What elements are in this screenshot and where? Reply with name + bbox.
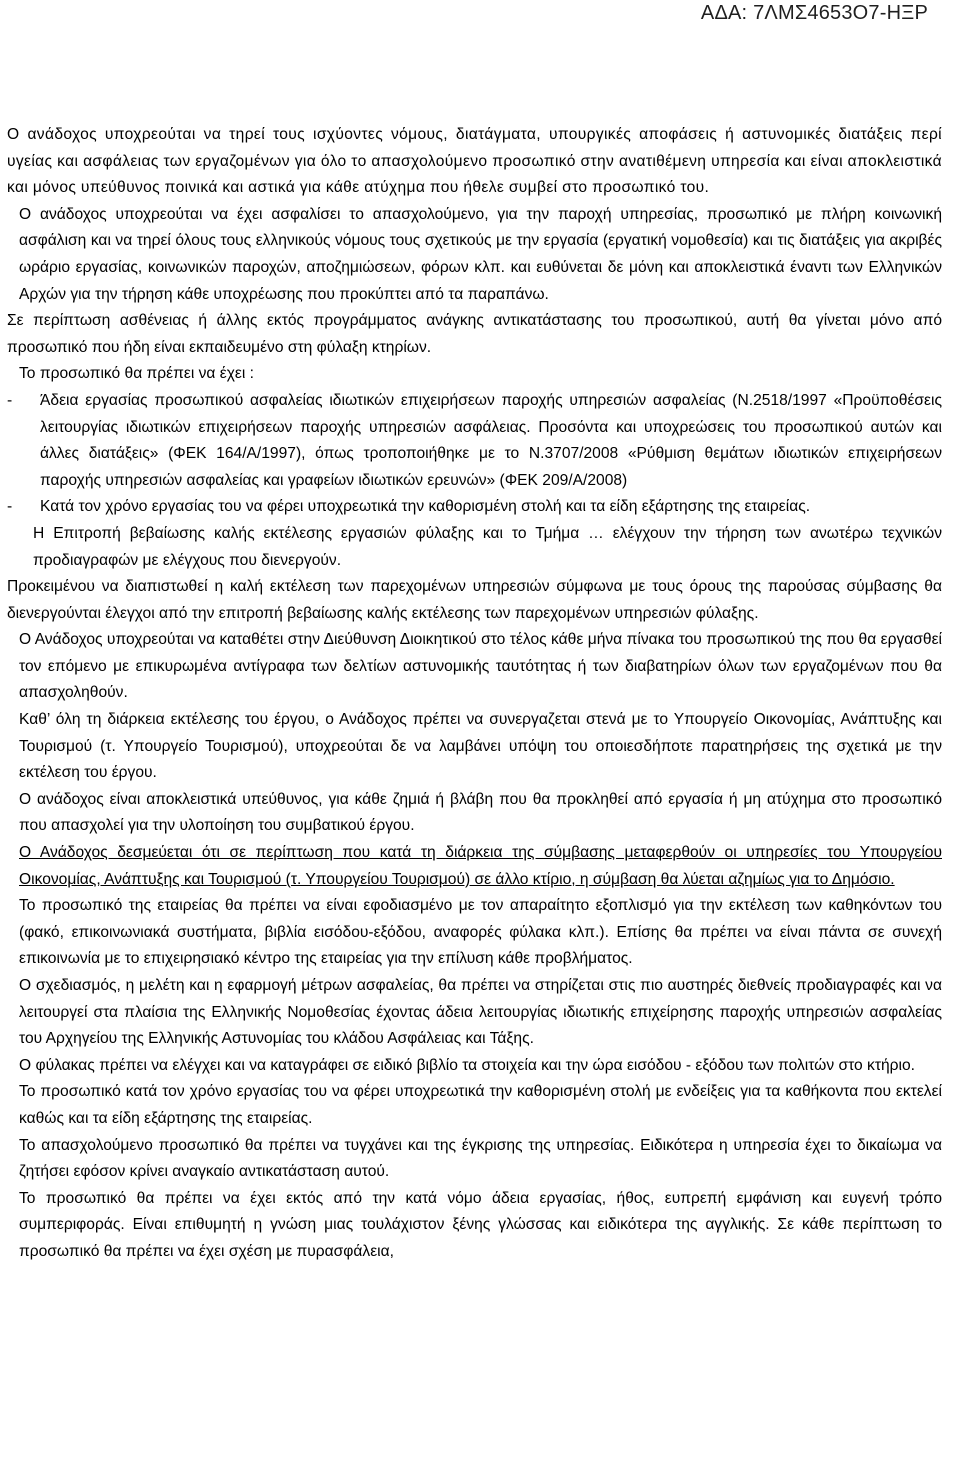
paragraph-replacement: Σε περίπτωση ασθένειας ή άλλης εκτός προγράμματος ανάγκης αντικατάστασης του προσωπικού, αυτή θα γίνεται μόνο από προσωπικό που ήδη είναι εκπαιδευμένο στη φύλαξη κτηρίων. (7, 312, 942, 356)
paragraph-committee-checks: Η Επιτροπή βεβαίωσης καλής εκτέλεσης εργασιών φύλαξης και το Τμήμα … ελέγχουν την τήρηση των ανωτέρω τεχνικών προδιαγραφών με ελέγχους που διενεργούν. (33, 524, 942, 569)
list-item-license (7, 388, 942, 494)
list-item-uniform-text: Κατά τον χρόνο εργασίας του να φέρει υποχρεωτικά την καθορισμένη στολή και τα είδη εξάρτησης της εταιρείας. (40, 498, 811, 516)
list-item-license-text: Άδεια εργασίας προσωπικού ασφαλείας ιδιωτικών επιχειρήσεων παροχής υπηρεσιών ασφαλείας (Ν.2518/1997 «Προϋποθέσεις λειτουργίας ιδιωτικών επιχειρήσεων παροχής υπηρεσιών ασφάλειας. Προσόντα και υποχρεώσεις του προσωπικού αυτών και άλλες διατάξεις» (ΦΕΚ 164/Α/1997), όπως τροποποιήθηκε με το Ν.3707/2008 «Ρύθμιση θεμάτων ιδιωτικών επιχειρήσεων παροχής υπηρεσιών ασφαλείας και γραφείων ιδιωτικών ερευνών» (ΦΕΚ 209/Α/2008) (40, 391, 942, 489)
list-item-uniform (7, 494, 942, 521)
paragraph-monthly-staff-list: Ο Ανάδοχος υποχρεούται να καταθέτει στην Διεύθυνση Διοικητικού στο τέλος κάθε μήνα πίνακα του προσωπικού της που θα εργασθεί τον επόμενο με επικυρωμένα αντίγραφα των δελτίων αστυνομικής ταυτότητας ή των διαβατηρίων όλων των εργαζομένων που θα απασχοληθούν. (19, 631, 942, 702)
paragraph-liability: Ο ανάδοχος είναι αποκλειστικά υπεύθυνος, για κάθε ζημιά ή βλάβη που θα προκληθεί από εργασία ή μη ατύχημα στο προσωπικό που απασχολεί για την υλοποίηση του συμβατικού έργου. (19, 790, 942, 835)
document-body (7, 122, 942, 1266)
paragraph-staff-requirements-intro: Το προσωπικό θα πρέπει να έχει : (19, 365, 255, 383)
dash-bullet: - (7, 391, 13, 409)
dash-bullet: - (7, 498, 13, 516)
paragraph-safety-laws: Ο ανάδοχος υποχρεούται να τηρεί τους ισχύοντες νόμους, διατάγματα, υπουργικές αποφάσεις ή αστυνομικές διατάξεις περί υγείας και ασφάλειας των εργαζομένων για όλο το απασχολούμενο προσωπικό στην ανατιθέμενη υπηρεσία και είναι αποκλειστικά και μόνος υπεύθυνος ποινικά και αστικά για κάθε ατύχημα που ήθελε συμβεί στο προσωπικό του. (7, 126, 942, 197)
paragraph-insurance: Ο ανάδοχος υποχρεούται να έχει ασφαλίσει το απασχολούμενο, για την παροχή υπηρεσίας, προσωπικό με πλήρη κοινωνική ασφάλιση και να τηρεί όλους τους ελληνικούς νόμους τους σχετικούς με την εργασία (εργατική νομοθεσία) και τις διατάξεις για ακριβές ωράριο εργασίας, κοινωνικών παροχών, αποζημιώσεων, φόρων κλπ. και ευθύνεται δε μόνη και αποκλειστικά έναντι των Ελληνικών Αρχών για την τήρηση κάθε υποχρέωσης που προκύπτει από τα παραπάνω. (19, 205, 942, 303)
paragraph-equipment: Το προσωπικό της εταιρείας θα πρέπει να είναι εφοδιασμένο με τον απαραίτητο εξοπλισμό για την εκτέλεση των καθηκόντων του (φακό, επικοινωνιακά συστήματα, βιβλία εισόδου-εξόδου, αναφορές φύλακα κλπ.). Επίσης θα πρέπει να είναι πάντα σε συνεχή επικοινωνία με το επιχειρησιακό κέντρο της εταιρείας για την επίλυση κάθε προβλήματος. (19, 897, 942, 968)
paragraph-entry-log: Ο φύλακας πρέπει να ελέγχει και να καταγράφει σε ειδικό βιβλίο τα στοιχεία και την ώρα εισόδου - εξόδου των πολιτών στο κτήριο. (19, 1056, 915, 1074)
paragraph-inspections: Προκειμένου να διαπιστωθεί η καλή εκτέλεση των παρεχομένων υπηρεσιών σύμφωνα με τους όρους της παρούσας σύμβασης θα διενεργούνται έλεγχοι από την επιτροπή βεβαίωσης καλής εκτέλεσης των παρεχομένων υπηρεσιών φύλαξης. (7, 578, 942, 622)
ada-code: ΑΔΑ: 7ΛΜΣ4653Ο7-ΗΞΡ (700, 2, 928, 24)
paragraph-relocation-clause: Ο Ανάδοχος δεσμεύεται ότι σε περίπτωση που κατά τη διάρκεια της σύμβασης μεταφερθούν οι υπηρεσίες του Υπουργείου Οικονομίας, Ανάπτυξης και Τουρισμού (τ. Υπουργείου Τουρισμού) σε άλλο κτίριο, η σύμβαση θα λύεται αζημίως για το Δημόσιο. (19, 844, 942, 888)
paragraph-cooperation: Καθ’ όλη τη διάρκεια εκτέλεσης του έργου, ο Ανάδοχος πρέπει να συνεργαζεται στενά με το Υπουργείο Οικονομίας, Ανάπτυξης και Τουρισμού (τ. Υπουργείο Τουρισμού), υποχρεούται δε να λαμβάνει υπόψη του οποιεσδήποτε παρατηρήσεις της σχετικά με την εκτέλεση του έργου. (19, 711, 942, 782)
paragraph-conduct: Το προσωπικό θα πρέπει να έχει εκτός από την κατά νόμο άδεια εργασίας, ήθος, ευπρεπή εμφάνιση και ευγενή τρόπο συμπεριφοράς. Είναι επιθυμητή η γνώση μιας τουλάχιστον ξένης γλώσσας και ειδικότερα της αγγλικής. Σε κάθε περίπτωση το προσωπικό θα πρέπει να έχει σχέση με πυρασφάλεια, (19, 1189, 942, 1260)
paragraph-security-design: Ο σχεδιασμός, η μελέτη και η εφαρμογή μέτρων ασφαλείας, θα πρέπει να στηρίζεται στις πιο αυστηρές διεθνείς προδιαγραφές και να λειτουργεί στα πλαίσια της Ελληνικής Νομοθεσίας έχοντας άδεια λειτουργίας ιδιωτικής επιχείρησης παροχής υπηρεσιών ασφαλείας του Αρχηγείου της Ελληνικής Αστυνομίας του κλάδου Ασφάλειας και Τάξης. (19, 977, 942, 1048)
paragraph-approval: Το απασχολούμενο προσωπικό θα πρέπει να τυγχάνει και της έγκρισης της υπηρεσίας. Ειδικότερα η υπηρεσία έχει το δικαίωμα να ζητήσει εφόσον κρίνει αναγκαίο αντικατάσταση αυτού. (19, 1136, 942, 1181)
paragraph-uniform: Το προσωπικό κατά τον χρόνο εργασίας του να φέρει υποχρεωτικά την καθορισμένη στολή με ενδείξεις για τα καθήκοντα που εκτελεί καθώς και τα είδη εξάρτησης της εταιρείας. (19, 1083, 942, 1127)
